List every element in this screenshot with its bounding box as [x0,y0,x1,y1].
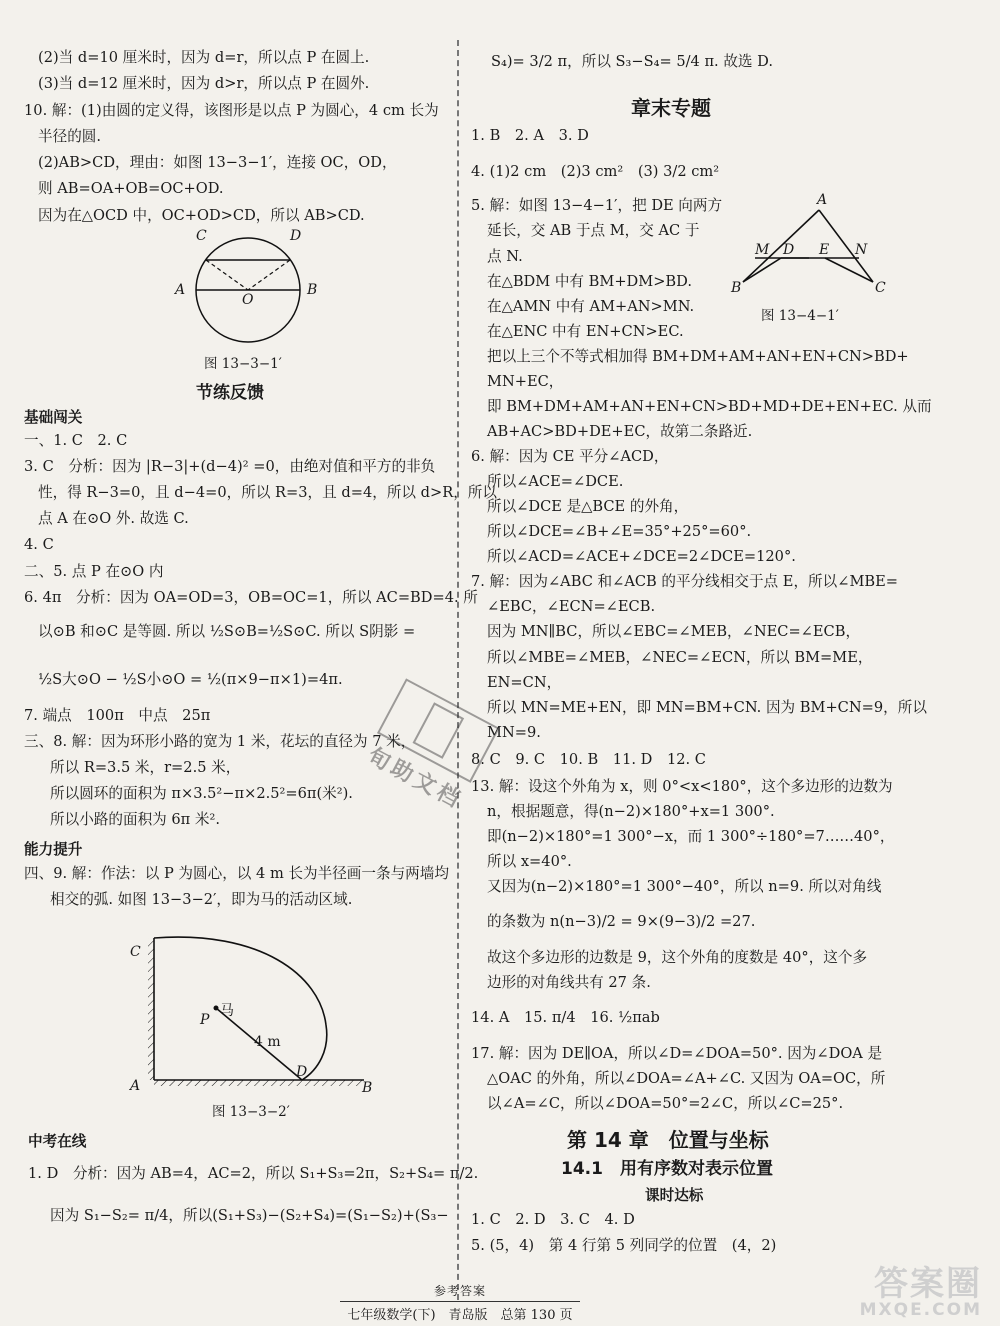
fig-label: B [362,1080,373,1096]
fig-label: D [296,1064,308,1080]
text-line: 的条数为 n(n−3)/2 = 9×(9−3)/2 =27. [487,913,756,930]
figure-13-3-2 [140,920,370,1090]
text-line: 一、1. C 2. C [24,432,128,449]
section-title: 14.1 用有序数对表示位置 [561,1159,773,1179]
subsection-label: 课时达标 [645,1187,704,1204]
text-line: 以∠A=∠C，所以∠DOA=50°=2∠C，所以∠C=25°. [487,1095,844,1112]
text-line: 所以∠MBE=∠MEB，∠NEC=∠ECN，所以 BM=ME， [487,649,873,666]
text-line: 性，得 R−3=0，且 d−4=0，所以 R=3，且 d=4，所以 d>R，所以 [38,484,497,501]
text-line: 在△AMN 中有 AM+AN>MN. [487,298,695,315]
stamp-text: 旬助文档 [363,743,467,815]
text-line: 所以∠ACD=∠ACE+∠DCE=2∠DCE=120°. [487,548,796,565]
footer-title: 参考答案 [433,1284,486,1298]
fig-label: D [783,242,795,258]
text-line: 在△BDM 中有 BM+DM>BD. [487,273,692,290]
text-line: (2)当 d=10 厘米时，因为 d=r，所以点 P 在圆上. [38,49,370,66]
text-line: 又因为(n−2)×180°=1 300°−40°，所以 n=9. 所以对角线 [487,878,882,895]
fig-label: B [731,280,742,296]
text-line: 半径的圆. [38,128,102,145]
text-line: 即 BM+DM+AM+AN+EN+CN>BD+MD+DE+EN+EC. 从而 [487,398,932,415]
watermark-logo [818,1256,988,1326]
stamp-mark [347,669,509,831]
figure-caption: 图 13−3−1′ [204,356,282,372]
text-line: 所以小路的面积为 6π 米². [50,811,220,828]
text-line: 所以 MN=ME+EN，即 MN=BM+CN. 因为 BM+CN=9，所以 [487,699,927,716]
text-line: 三、8. 解：因为环形小路的宽为 1 米，花坛的直径为 7 米， [24,733,416,750]
fig-label: E [819,242,830,258]
text-line: 6. 4π 分析：因为 OA=OD=3，OB=OC=1，所以 AC=BD=4. 所 [24,589,478,606]
text-line: ½S大⊙O − ½S小⊙O = ½(π×9−π×1)=4π. [38,671,343,688]
text-line: 所以 x=40°. [487,853,572,870]
text-line: 因为 S₁−S₂= π/4，所以(S₁+S₃)−(S₂+S₄)=(S₁−S₂)+(S₃− [50,1207,449,1224]
text-line: S₄)= 3/2 π，所以 S₃−S₄= 5/4 π. 故选 D. [491,53,773,70]
subsection-label: 基础闯关 [24,409,83,426]
text-line: 14. A 15. π/4 16. ½πab [471,1009,660,1026]
text-line: 把以上三个不等式相加得 BM+DM+AM+AN+EN+CN>BD+ [487,348,909,365]
text-line: (2)AB>CD，理由：如图 13−3−1′，连接 OC，OD， [38,154,397,171]
text-line: 因为 MN∥BC，所以∠EBC=∠MEB，∠NEC=∠ECB， [487,623,861,640]
text-line: 所以∠ACE=∠DCE. [487,473,624,490]
footer-divider [340,1301,580,1302]
text-line: 故这个多边形的边数是 9，这个外角的度数是 40°，这个多 [487,949,868,966]
text-line: 5. (5，4) 第 4 行第 5 列同学的位置 (4，2) [471,1237,777,1254]
text-line: 6. 解：因为 CE 平分∠ACD， [471,448,669,465]
text-line: 在△ENC 中有 EN+CN>EC. [487,323,684,340]
figure-caption: 图 13−3−2′ [212,1104,290,1120]
text-line: (3)当 d=12 厘米时，因为 d>r，所以点 P 在圆外. [38,75,370,92]
subsection-label: 能力提升 [24,841,83,858]
section-title: 节练反馈 [196,383,264,403]
text-line: 以⊙B 和⊙C 是等圆. 所以 ½S⊙B=½S⊙C. 所以 S阴影 = [38,623,416,640]
text-line: 则 AB=OA+OB=OC+OD. [38,180,224,197]
watermark-big: 答案圈 [874,1264,982,1304]
text-line: 1. D 分析：因为 AB=4，AC=2，所以 S₁+S₃=2π，S₂+S₄= π/2. [28,1165,479,1182]
text-line: 所以∠DCE=∠B+∠E=35°+25°=60°. [487,523,752,540]
text-line: 7. 端点 100π 中点 25π [24,707,211,724]
fig-label: B [307,282,318,298]
text-line: 即(n−2)×180°=1 300°−x，而 1 300°÷180°=7……40°， [487,828,895,845]
fig-label: N [855,242,868,258]
fig-label: P [200,1012,210,1028]
text-line: 边形的对角线共有 27 条. [487,974,651,991]
text-line: 1. B 2. A 3. D [471,127,589,144]
text-line: 3. C 分析：因为 |R−3|+(d−4)² =0，由绝对值和平方的非负 [24,458,436,475]
text-line: AB+AC>BD+DE+EC，故第二条路近. [487,423,753,440]
column-divider [457,40,459,1300]
text-line: 相交的弧. 如图 13−3−2′，即为马的活动区域. [50,891,353,908]
fig-label: A [130,1078,141,1094]
fig-label: C [130,944,141,960]
text-line: 所以∠DCE 是△BCE 的外角， [487,498,689,515]
fig-label: M [755,242,770,258]
page-footer [310,1282,610,1323]
text-line: ∠EBC，∠ECN=∠ECB. [487,598,656,615]
text-line: 4. C [24,536,54,553]
text-line: 二、5. 点 P 在⊙O 内 [24,563,164,580]
fig-label: 马 [220,1003,234,1019]
text-line: 因为在△OCD 中，OC+OD>CD，所以 AB>CD. [38,207,365,224]
fig-label: O [242,292,254,308]
text-line: 所以 R=3.5 米，r=2.5 米， [50,759,241,776]
text-line: n，根据题意，得(n−2)×180°+x=1 300°. [487,803,775,820]
text-line: 13. 解：设这个外角为 x，则 0°<x<180°，这个多边形的边数为 [471,778,893,795]
chapter-topic-title: 章末专题 [631,96,711,120]
text-line: 8. C 9. C 10. B 11. D 12. C [471,751,706,768]
text-line: 10. 解：(1)由圆的定义得，该图形是以点 P 为圆心，4 cm 长为 [24,102,439,119]
text-line: 5. 解：如图 13−4−1′，把 DE 向两方 [471,197,723,214]
text-line: 四、9. 解：作法：以 P 为圆心，以 4 m 长为半径画一条与两墙均 [24,865,449,882]
text-line: 点 A 在⊙O 外. 故选 C. [38,510,189,527]
fig-label: 4 m [254,1034,281,1050]
fig-label: D [290,228,302,244]
text-line: 点 N. [487,248,523,265]
text-line: 延长，交 AB 于点 M，交 AC 于 [487,222,700,239]
text-line: 所以圆环的面积为 π×3.5²−π×2.5²=6π(米²). [50,785,353,802]
fig-label: A [175,282,186,298]
figure-caption: 图 13−4−1′ [761,308,839,324]
text-line: △OAC 的外角，所以∠DOA=∠A+∠C. 又因为 OA=OC，所 [487,1070,886,1087]
text-line: 4. (1)2 cm (2)3 cm² (3) 3/2 cm² [471,163,720,180]
fig-label: A [817,192,828,208]
text-line: 1. C 2. D 3. C 4. D [471,1211,635,1228]
text-line: MN=9. [487,724,541,741]
text-line: MN+EC， [487,373,564,390]
watermark-small: MXQE.COM [859,1300,982,1320]
fig-label: C [196,228,207,244]
text-line: EN=CN， [487,674,562,691]
text-line: 17. 解：因为 DE∥OA，所以∠D=∠DOA=50°. 因为∠DOA 是 [471,1045,883,1062]
text-line: 7. 解：因为∠ABC 和∠ACB 的平分线相交于点 E，所以∠MBE= [471,573,898,590]
subsection-label: 中考在线 [28,1133,87,1150]
fig-label: C [875,280,886,296]
chapter-title: 第 14 章 位置与坐标 [567,1128,769,1152]
footer-info: 七年级数学(下) 青岛版 总第 130 页 [347,1308,573,1323]
